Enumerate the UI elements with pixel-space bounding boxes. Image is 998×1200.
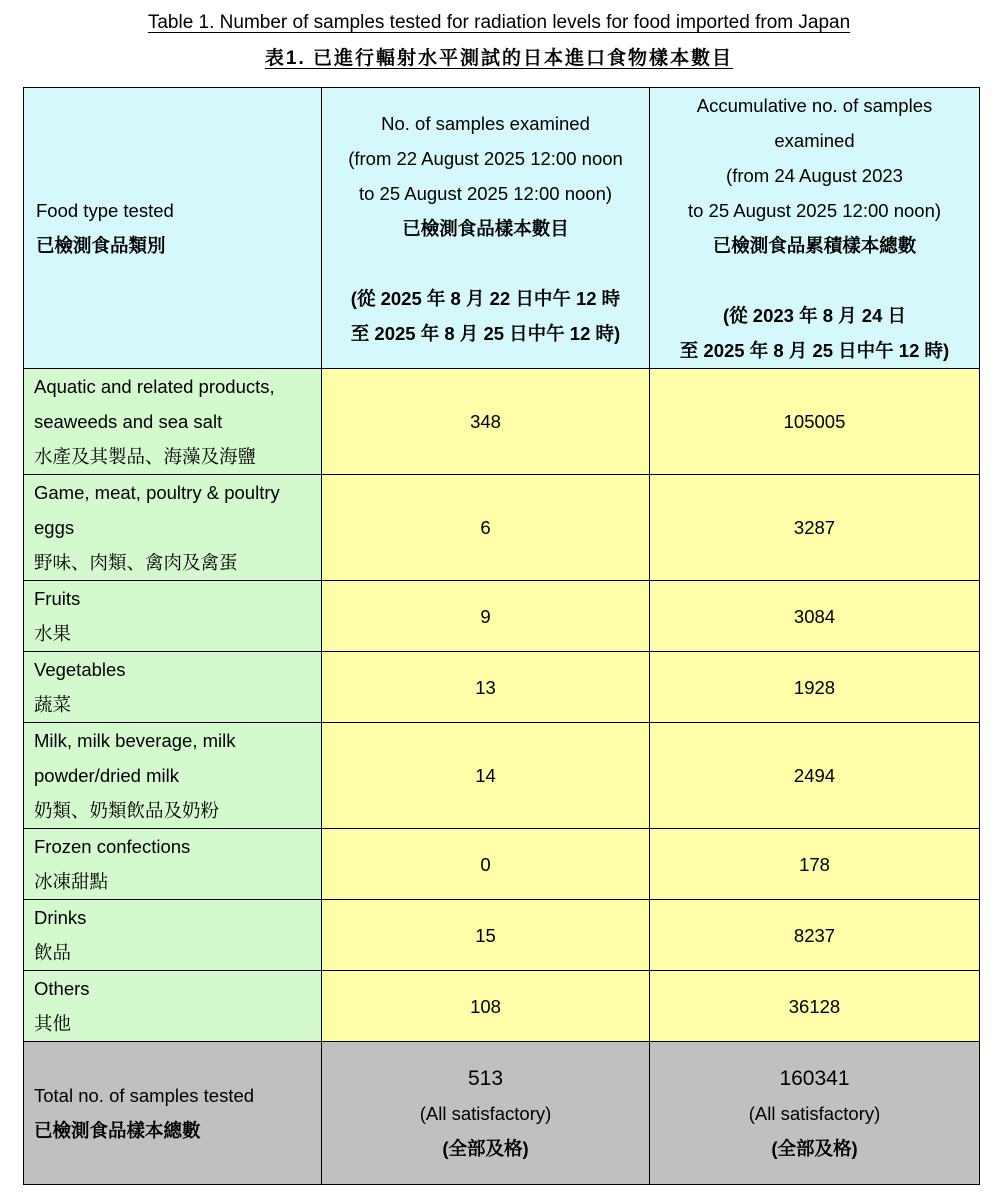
- food-type-en: Vegetables: [34, 659, 126, 680]
- food-type-en: Game, meat, poultry & poultry: [34, 482, 280, 503]
- total-note-zh: (全部及格): [771, 1137, 858, 1159]
- food-type-zh: 飲品: [34, 942, 72, 963]
- header-period-line: No. of samples examined: [381, 112, 590, 134]
- header-food-type-en: Food type tested: [36, 200, 174, 221]
- food-type-cell: [24, 829, 322, 900]
- accumulative-count: 1928: [650, 652, 980, 723]
- header-accum-line: Accumulative no. of samples: [696, 95, 933, 116]
- header-period-samples: [322, 88, 650, 369]
- table-header-row: [24, 88, 980, 369]
- header-accum-line: (from 24 August 2023: [726, 165, 903, 186]
- food-type-en: eggs: [34, 517, 75, 538]
- food-type-cell: [24, 581, 322, 652]
- total-label-cell: [24, 1042, 322, 1185]
- food-type-cell: [24, 723, 322, 829]
- food-type-en: Aquatic and related products,: [34, 376, 275, 397]
- food-type-en: Drinks: [34, 907, 87, 928]
- total-row: [24, 1042, 980, 1185]
- table-row: [24, 723, 980, 829]
- header-food-type: [24, 88, 322, 369]
- samples-table: [23, 87, 980, 1185]
- header-spacer: [322, 246, 649, 281]
- header-period-line: to 25 August 2025 12:00 noon): [358, 182, 613, 204]
- header-accum-line: to 25 August 2025 12:00 noon): [687, 200, 942, 221]
- total-accumulative-cell: [650, 1042, 980, 1185]
- total-period-cell: [322, 1042, 650, 1185]
- header-accumulative-samples: [650, 88, 980, 369]
- total-note-en: (All satisfactory): [748, 1102, 881, 1124]
- period-count: 15: [322, 900, 650, 971]
- accumulative-count: 3287: [650, 475, 980, 581]
- food-type-zh: 冰凍甜點: [34, 871, 109, 892]
- total-period-count: 513: [467, 1066, 504, 1090]
- total-label-zh: 已檢測食品樣本總數: [34, 1120, 201, 1141]
- total-note-zh: (全部及格): [442, 1137, 529, 1159]
- table-row: [24, 369, 980, 475]
- table-row: [24, 475, 980, 581]
- food-type-cell: [24, 971, 322, 1042]
- accumulative-count: 3084: [650, 581, 980, 652]
- food-type-en: Frozen confections: [34, 836, 191, 857]
- food-type-en: Milk, milk beverage, milk: [34, 730, 236, 751]
- food-type-en: Others: [34, 978, 90, 999]
- table-row: [24, 581, 980, 652]
- period-count: 14: [322, 723, 650, 829]
- food-type-zh: 野味、肉類、禽肉及禽蛋: [34, 552, 238, 573]
- header-food-type-zh: 已檢測食品類別: [36, 235, 166, 256]
- food-type-zh: 蔬菜: [34, 694, 72, 715]
- period-count: 13: [322, 652, 650, 723]
- header-period-line: 已檢測食品樣本數目: [402, 217, 569, 239]
- food-type-en: powder/dried milk: [34, 765, 179, 786]
- food-type-zh: 水果: [34, 623, 72, 644]
- accumulative-count: 178: [650, 829, 980, 900]
- accumulative-count: 105005: [650, 369, 980, 475]
- food-type-en: seaweeds and sea salt: [34, 411, 223, 432]
- header-period-line: (從 2025 年 8 月 22 日中午 12 時: [350, 287, 621, 309]
- food-type-zh: 水產及其製品、海藻及海鹽: [34, 446, 257, 467]
- total-accumulative-count: 160341: [779, 1066, 850, 1090]
- header-accum-line: 已檢測食品累積樣本總數: [712, 235, 917, 256]
- accumulative-count: 8237: [650, 900, 980, 971]
- food-type-zh: 其他: [34, 1013, 72, 1034]
- accumulative-count: 36128: [650, 971, 980, 1042]
- table-row: [24, 829, 980, 900]
- period-count: 0: [322, 829, 650, 900]
- total-label-en: Total no. of samples tested: [34, 1085, 255, 1106]
- food-type-zh: 奶類、奶類飲品及奶粉: [34, 800, 220, 821]
- table-title-chinese: 表1. 已進行輻射水平測試的日本進口食物樣本數目: [264, 48, 734, 69]
- food-type-cell: [24, 369, 322, 475]
- table-row: [24, 652, 980, 723]
- table-row: [24, 900, 980, 971]
- food-type-cell: [24, 652, 322, 723]
- period-count: 6: [322, 475, 650, 581]
- accumulative-count: 2494: [650, 723, 980, 829]
- period-count: 9: [322, 581, 650, 652]
- food-type-cell: [24, 475, 322, 581]
- header-period-line: 至 2025 年 8 月 25 日中午 12 時): [350, 322, 621, 344]
- header-accum-line: 至 2025 年 8 月 25 日中午 12 時): [679, 340, 950, 361]
- period-count: 108: [322, 971, 650, 1042]
- header-accum-line: (從 2023 年 8 月 24 日: [722, 305, 907, 326]
- table-row: [24, 971, 980, 1042]
- food-type-cell: [24, 900, 322, 971]
- header-spacer: [650, 263, 979, 298]
- period-count: 348: [322, 369, 650, 475]
- header-period-line: (from 22 August 2025 12:00 noon: [348, 147, 623, 169]
- total-note-en: (All satisfactory): [419, 1102, 552, 1124]
- food-type-en: Fruits: [34, 588, 81, 609]
- table-title-english: Table 1. Number of samples tested for radiation levels for food imported from Japan: [147, 12, 851, 33]
- header-accum-line: examined: [774, 130, 855, 151]
